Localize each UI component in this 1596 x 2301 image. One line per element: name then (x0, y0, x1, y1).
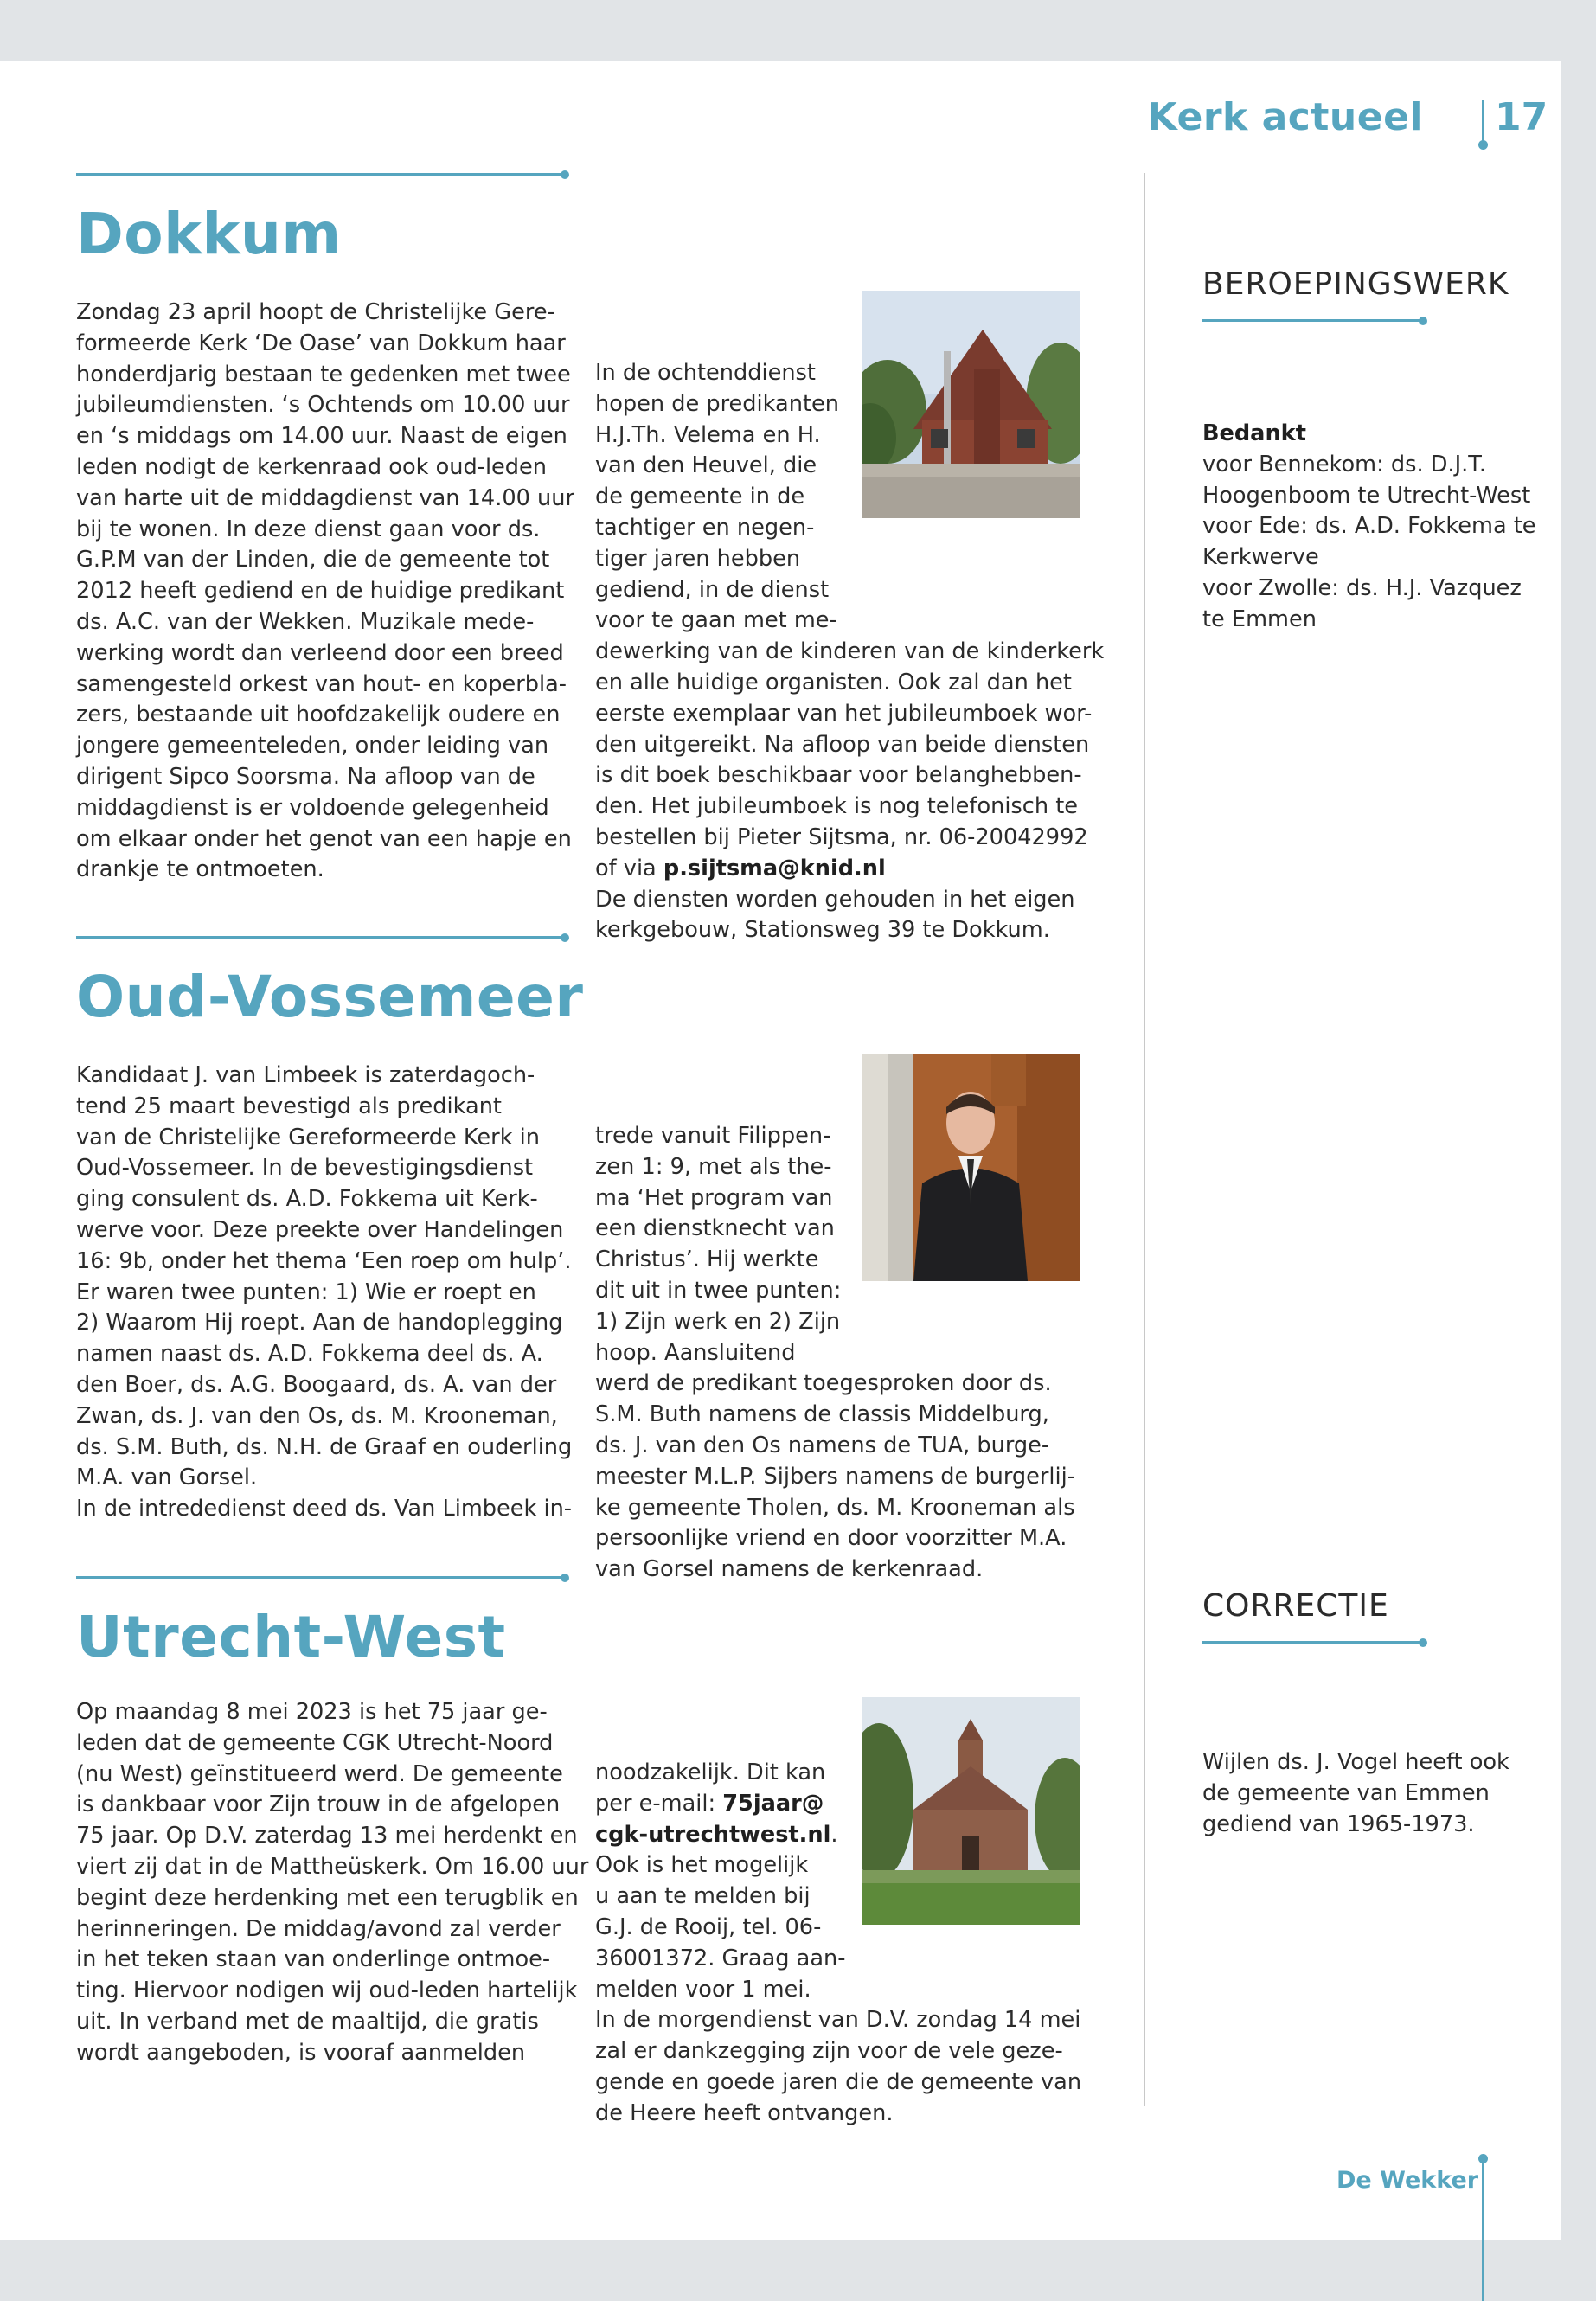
sidebar-rule (1202, 319, 1423, 322)
text-line: in het teken staan van onderlinge ontmoe- (76, 1946, 551, 1973)
section-rule (76, 173, 565, 176)
text-line: 2012 heeft gediend en de huidige predikant (76, 578, 565, 605)
text-line: van harte uit de middagdienst van 14.00 uur (76, 484, 575, 511)
text-line: de Heere heeft ontvangen. (595, 2099, 894, 2126)
text-line: Zondag 23 april hoopt de Christelijke Gere- (76, 299, 555, 325)
text-line: noodzakelijk. Dit kan (595, 1759, 826, 1785)
text-line: In de ochtenddienst (595, 360, 816, 386)
article-dokkum-column-2 (595, 358, 1114, 946)
text-line: tachtiger en negen- (595, 514, 815, 541)
page-number: 17 (1495, 95, 1548, 139)
text-line: middagdienst is er voldoende gelegenheid (76, 794, 549, 821)
sidebar-beroepingswerk-body (1202, 419, 1548, 636)
text-line: meester M.L.P. Sijbers namens de burgerlij- (595, 1463, 1076, 1490)
text-line: Ook is het mogelijk (595, 1852, 809, 1879)
text-line: dit uit in twee punten: (595, 1277, 842, 1304)
text-line: gende en goede jaren die de gemeente van (595, 2068, 1082, 2095)
email-link-dokkum[interactable]: p.sijtsma@knid.nl (663, 855, 886, 881)
text-line: G.J. de Rooij, tel. 06- (595, 1913, 822, 1940)
text-line: Oud-Vossemeer. In de bevestigingsdienst (76, 1155, 534, 1182)
text-line: ma ‘Het program van (595, 1184, 833, 1211)
text-line: 16: 9b, onder het thema ‘Een roep om hulp’. (76, 1247, 572, 1274)
text-line: hoop. Aansluitend (595, 1339, 796, 1366)
text-line: De diensten worden gehouden in het eigen (595, 886, 1075, 913)
text-line: voor Bennekom: ds. D.J.T. (1202, 451, 1486, 478)
sidebar-rule (1202, 1641, 1423, 1644)
text-line: ds. S.M. Buth, ds. N.H. de Graaf en ouderling (76, 1433, 573, 1460)
text-line: 1) Zijn werk en 2) Zijn (595, 1308, 841, 1335)
article-title-oud-vossemeer: Oud-Vossemeer (76, 964, 584, 1030)
sidebar-correctie-body (1202, 1747, 1548, 1840)
text-line: gediend, in de dienst (595, 576, 830, 603)
header-divider-dot (1478, 140, 1488, 150)
email-suffix: . (830, 1821, 838, 1848)
text-line: den. Het jubileumboek is nog telefonisch te (595, 793, 1078, 820)
text-line: te Emmen (1202, 606, 1317, 632)
text-line: ging consulent ds. A.D. Fokkema uit Kerk- (76, 1186, 538, 1213)
text-line: gediend van 1965-1973. (1202, 1811, 1475, 1837)
text-line: formeerde Kerk ‘De Oase’ van Dokkum haar (76, 330, 566, 356)
text-line: jubileumdiensten. ‘s Ochtends om 10.00 uur (76, 392, 570, 419)
text-line: S.M. Buth namens de classis Middelburg, (595, 1401, 1049, 1428)
column-divider (1144, 173, 1145, 2106)
email-link-utrecht-part1[interactable]: 75jaar@ (722, 1790, 824, 1817)
section-rule-dot (561, 1574, 569, 1582)
text-line: ting. Hiervoor nodigen wij oud-leden hartelijk (76, 1977, 578, 2004)
text-line: (nu West) geïnstitueerd werd. De gemeente (76, 1760, 563, 1787)
text-line: ds. J. van den Os namens de TUA, burge- (595, 1432, 1050, 1458)
text-line: werd de predikant toegesproken door ds. (595, 1370, 1052, 1397)
text-line: Christus’. Hij werkte (595, 1247, 819, 1273)
text-line: Wijlen ds. J. Vogel heeft ook (1202, 1749, 1509, 1775)
sidebar-subheading: Bedankt (1202, 420, 1306, 446)
text-line: voor Ede: ds. A.D. Fokkema te (1202, 513, 1536, 540)
text-line: is dankbaar voor Zijn trouw in de afgelopen (76, 1791, 561, 1818)
text-line: viert zij dat in de Mattheüskerk. Om 16.00 uur (76, 1853, 589, 1880)
article-dokkum-column-1 (76, 298, 575, 886)
text-line: 75 jaar. Op D.V. zaterdag 13 mei herdenkt en (76, 1823, 578, 1849)
text-line: 36001372. Graag aan- (595, 1945, 846, 1971)
email-prefix: of via (595, 855, 663, 881)
section-title: Kerk actueel (1147, 95, 1423, 139)
text-line: G.P.M van der Linden, die de gemeente tot (76, 547, 550, 574)
text-line: H.J.Th. Velema en H. (595, 421, 821, 448)
text-line: persoonlijke vriend en door voorzitter M.A. (595, 1525, 1067, 1552)
text-line: voor Zwolle: ds. H.J. Vazquez (1202, 574, 1522, 601)
text-line: honderdjarig bestaan te gedenken met twee (76, 361, 571, 388)
text-line: herinneringen. De middag/avond zal verder (76, 1915, 561, 1942)
text-line: Er waren twee punten: 1) Wie er roept en (76, 1279, 536, 1305)
email-prefix: per e-mail: (595, 1790, 723, 1817)
section-rule-dot (561, 933, 569, 942)
section-rule-dot (561, 170, 569, 179)
header-divider (1482, 100, 1484, 145)
text-line: voor te gaan met me- (595, 607, 837, 634)
text-line: is dit boek beschikbaar voor belanghebben- (595, 762, 1082, 789)
sidebar-rule-dot (1419, 317, 1427, 325)
text-line: de gemeente in de (595, 484, 805, 510)
text-line: den uitgereikt. Na afloop van beide diensten (595, 731, 1090, 758)
text-line: zers, bestaande uit hoofdzakelijk oudere en (76, 702, 561, 728)
text-line: van den Heuvel, die (595, 452, 817, 479)
article-title-dokkum: Dokkum (76, 201, 342, 267)
text-line: de gemeente van Emmen (1202, 1779, 1490, 1806)
sidebar-rule-dot (1419, 1638, 1427, 1647)
text-line: een dienstknecht van (595, 1215, 835, 1242)
article-title-utrecht-west: Utrecht-West (76, 1604, 506, 1670)
text-line: begint deze herdenking met een terugblik en (76, 1884, 579, 1911)
text-line: ke gemeente Tholen, ds. M. Krooneman als (595, 1494, 1075, 1521)
text-line: van Gorsel namens de kerkenraad. (595, 1556, 984, 1583)
text-line: werve voor. Deze preekte over Handelingen (76, 1216, 564, 1243)
text-line: 2) Waarom Hij roept. Aan de handoplegging (76, 1310, 563, 1336)
text-line: dewerking van de kinderen van de kinderkerk (595, 638, 1105, 665)
article-utrecht-west-column-2 (595, 1758, 1114, 2130)
text-line: namen naast ds. A.D. Fokkema deel ds. A. (76, 1341, 543, 1368)
text-line: dirigent Sipco Soorsma. Na afloop van de (76, 763, 535, 790)
text-line: M.A. van Gorsel. (76, 1465, 258, 1491)
text-line: en alle huidige organisten. Ook zal dan het (595, 669, 1072, 695)
text-line: tiger jaren hebben (595, 545, 801, 572)
article-utrecht-west-column-1 (76, 1697, 589, 2069)
text-line: zen 1: 9, met als the- (595, 1153, 832, 1180)
text-line: Hoogenboom te Utrecht-West (1202, 482, 1531, 509)
text-line: eerste exemplaar van het jubileumboek wor- (595, 700, 1093, 727)
sidebar-heading-correctie: CORRECTIE (1202, 1588, 1389, 1624)
text-line: trede vanuit Filippen- (595, 1123, 831, 1149)
text-line: jongere gemeenteleden, onder leiding van (76, 733, 549, 760)
text-line: Kerkwerve (1202, 544, 1319, 571)
text-line: ds. A.C. van der Wekken. Muzikale mede- (76, 608, 535, 635)
text-line: melden voor 1 mei. (595, 1976, 811, 2003)
text-line: drankje te ontmoeten. (76, 856, 324, 883)
footer-magazine-name: De Wekker (1336, 2167, 1479, 2194)
text-line: wordt aangeboden, is vooraf aanmelden (76, 2039, 526, 2066)
text-line: den Boer, ds. A.G. Boogaard, ds. A. van der (76, 1371, 557, 1398)
text-line: uit. In verband met de maaltijd, die gratis (76, 2008, 539, 2035)
text-line: kerkgebouw, Stationsweg 39 te Dokkum. (595, 917, 1050, 944)
text-line: In de intrededienst deed ds. Van Limbeek in- (76, 1496, 573, 1522)
section-rule (76, 936, 565, 939)
article-oud-vossemeer-column-1 (76, 1061, 573, 1525)
page (0, 61, 1561, 2240)
section-rule (76, 1576, 565, 1579)
text-line: leden dat de gemeente CGK Utrecht-Noord (76, 1729, 554, 1756)
footer-divider (1482, 2158, 1484, 2301)
text-line: leden nodigt de kerkenraad ook oud-leden (76, 453, 548, 480)
text-line: werking wordt dan verleend door een breed (76, 639, 564, 666)
text-line: samengesteld orkest van hout- en koperbla- (76, 670, 567, 697)
text-line: om elkaar onder het genot van een hapje en (76, 825, 572, 852)
text-line: en ‘s middags om 14.00 uur. Naast de eigen (76, 423, 567, 450)
text-line: hopen de predikanten (595, 390, 839, 417)
text-line: Kandidaat J. van Limbeek is zaterdagoch- (76, 1062, 535, 1088)
text-line: bij te wonen. In deze dienst gaan voor ds. (76, 516, 541, 542)
text-line: u aan te melden bij (595, 1883, 811, 1910)
text-line: zal er dankzegging zijn voor de vele geze- (595, 2038, 1063, 2065)
text-line: Zwan, ds. J. van den Os, ds. M. Krooneman, (76, 1402, 558, 1429)
text-line: bestellen bij Pieter Sijtsma, nr. 06-20042992 (595, 824, 1088, 850)
footer-divider-dot (1478, 2154, 1488, 2163)
text-line: In de morgendienst van D.V. zondag 14 mei (595, 2007, 1081, 2034)
text-line: tend 25 maart bevestigd als predikant (76, 1093, 502, 1119)
email-link-utrecht-part2[interactable]: cgk-utrechtwest.nl (595, 1821, 831, 1848)
text-line: van de Christelijke Gereformeerde Kerk in (76, 1124, 540, 1150)
sidebar-heading-beroepingswerk: BEROEPINGSWERK (1202, 266, 1509, 302)
text-line: Op maandag 8 mei 2023 is het 75 jaar ge- (76, 1699, 548, 1725)
article-oud-vossemeer-column-2 (595, 1121, 1114, 1586)
